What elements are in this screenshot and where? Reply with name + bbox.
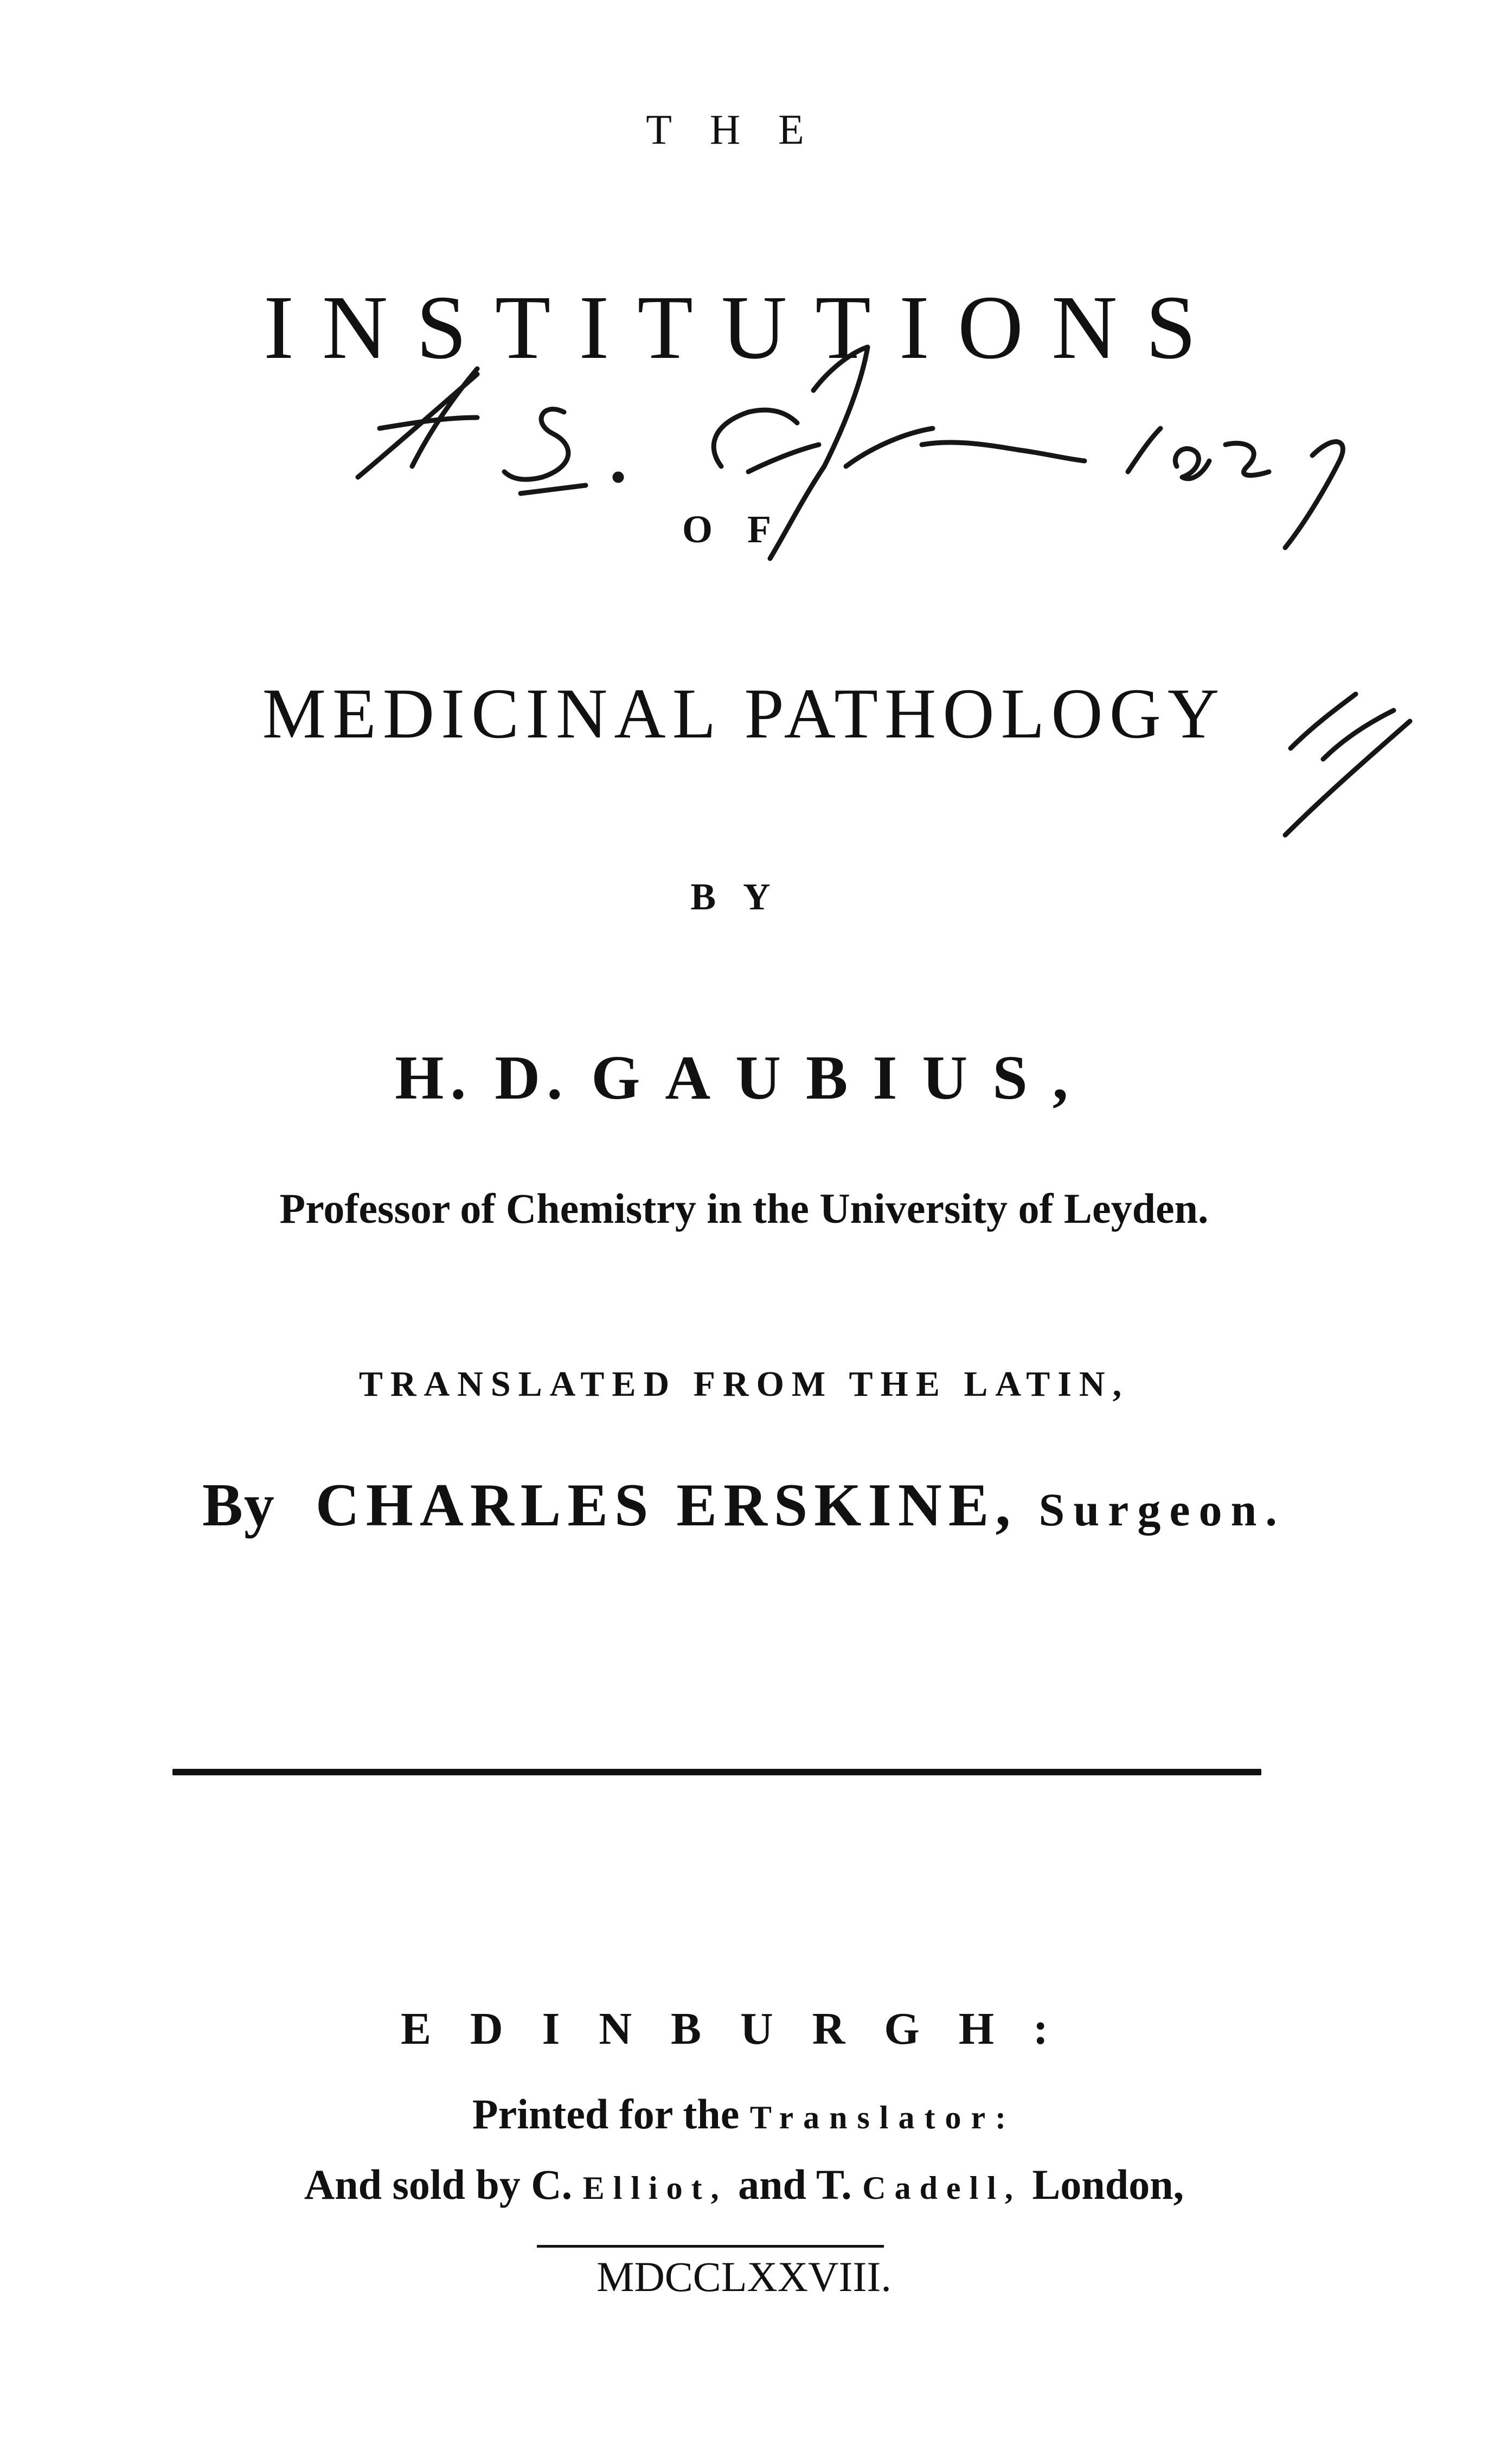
- printed-for-text: Printed for the: [472, 2090, 740, 2138]
- author-name: [0, 1043, 1488, 1113]
- printed-for-whom: Translator:: [749, 2100, 1016, 2135]
- heading-by: BY: [690, 876, 798, 918]
- translator-title: Surgeon.: [1038, 1484, 1286, 1536]
- heading-subject: MEDICINAL PATHOLOGY: [262, 673, 1226, 753]
- translator-credit: [0, 1472, 1488, 1539]
- heading-the: THE: [646, 106, 842, 153]
- author-surname: GAUBIUS,: [591, 1043, 1093, 1113]
- translator-name: CHARLES ERSKINE,: [315, 1472, 1017, 1539]
- sold-by-mid: and T.: [738, 2161, 852, 2208]
- author-role: Professor of Chemistry in the University of Leyden.: [279, 1185, 1209, 1232]
- sold-by-cadell: Cadell,: [862, 2170, 1022, 2206]
- divider-rule: [172, 1769, 1261, 1775]
- translator-by: By: [202, 1472, 275, 1539]
- sold-by-prefix: And sold by C.: [304, 2161, 573, 2208]
- imprint-year: MDCCLXXVIII.: [597, 2253, 891, 2300]
- imprint-place: EDINBURGH:: [400, 2004, 1088, 2054]
- heading-of: OF: [682, 508, 806, 551]
- heading-institutions: INSTITUTIONS: [264, 277, 1224, 378]
- imprint-sold-by: [0, 2161, 1488, 2208]
- imprint-printed-for: [0, 2090, 1488, 2138]
- author-initials: H. D.: [395, 1043, 569, 1113]
- sold-by-elliot: Elliot,: [582, 2170, 728, 2206]
- year-rule: [537, 2245, 884, 2248]
- sold-by-suffix: London,: [1032, 2161, 1184, 2208]
- translated-note: TRANSLATED FROM THE LATIN,: [358, 1364, 1130, 1404]
